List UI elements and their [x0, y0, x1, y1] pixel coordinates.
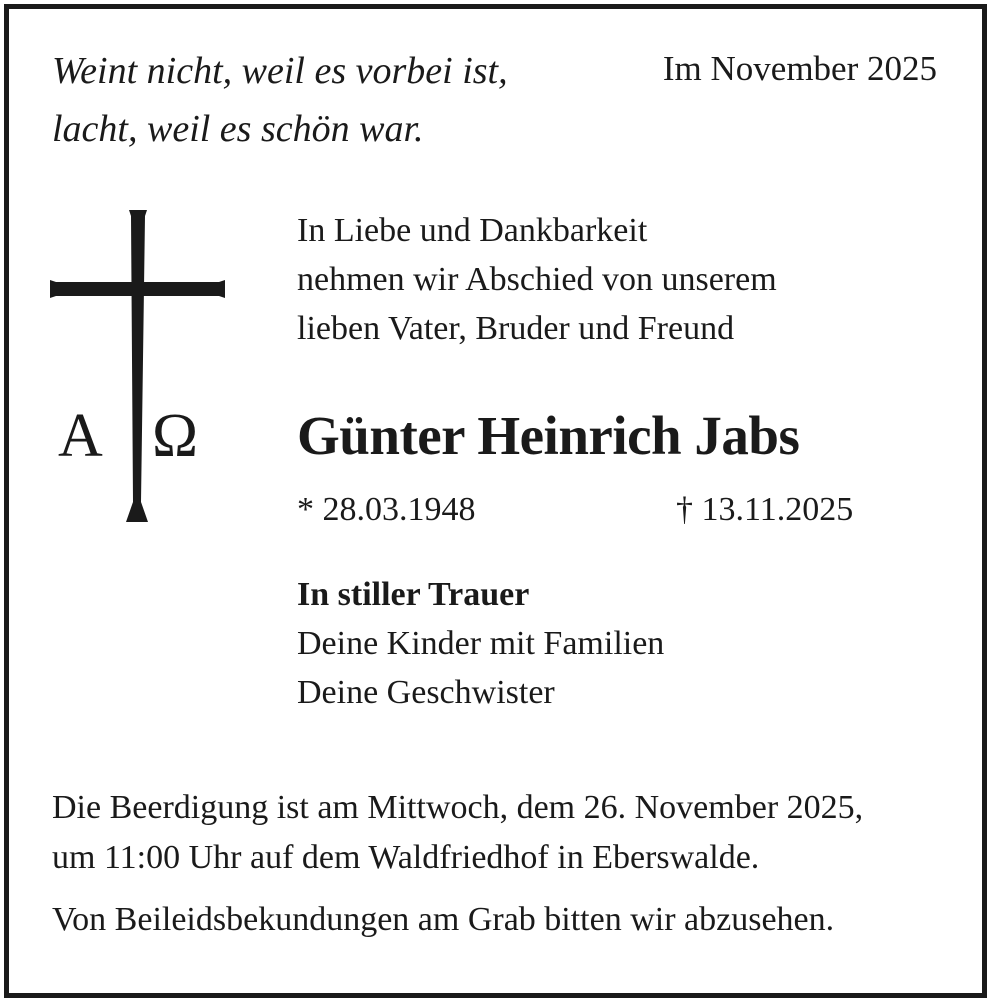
funeral-line: Die Beerdigung ist am Mittwoch, dem 26. November 2025,	[52, 789, 864, 826]
epigraph-quote	[52, 42, 508, 158]
death-date: † 13.11.2025	[676, 491, 854, 528]
deceased-name: Günter Heinrich Jabs	[297, 405, 800, 466]
cross-alpha-omega-icon	[50, 210, 225, 525]
intro-text	[297, 206, 777, 353]
funeral-line: um 11:00 Uhr auf dem Waldfriedhof in Eberswalde.	[52, 839, 760, 876]
mourners-line: Deine Geschwister	[297, 674, 555, 711]
quote-line: Weint nicht, weil es vorbei ist,	[52, 50, 508, 92]
omega-letter: Ω	[152, 402, 199, 470]
funeral-info	[52, 783, 863, 883]
alpha-letter: A	[58, 402, 103, 470]
intro-line: lieben Vater, Bruder und Freund	[297, 310, 735, 347]
cross-vertical-beam	[126, 210, 148, 522]
condolence-note: Von Beileidsbekundungen am Grab bitten wir abzusehen.	[52, 901, 835, 938]
mourners-block	[297, 570, 664, 717]
quote-line: lacht, weil es schön war.	[52, 108, 424, 150]
intro-line: In Liebe und Dankbarkeit	[297, 212, 648, 249]
birth-date: * 28.03.1948	[297, 491, 476, 528]
mourners-line: Deine Kinder mit Familien	[297, 625, 665, 662]
notice-date: Im November 2025	[662, 49, 937, 88]
cross-horizontal-beam	[50, 280, 225, 298]
mourners-heading: In stiller Trauer	[297, 576, 530, 613]
intro-line: nehmen wir Abschied von unserem	[297, 261, 777, 298]
